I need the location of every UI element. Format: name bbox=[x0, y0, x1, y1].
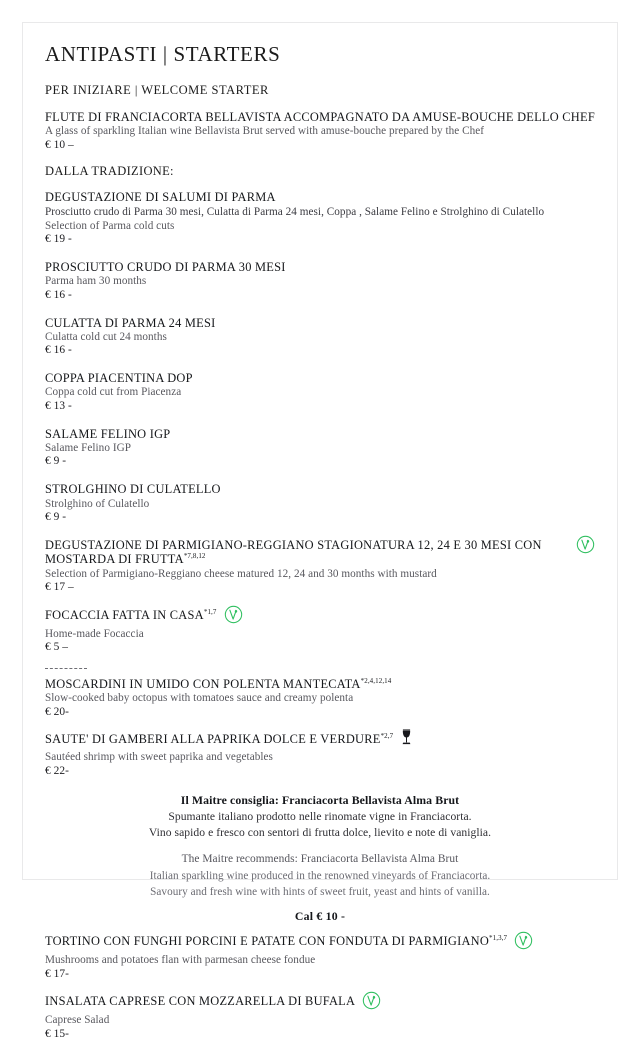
menu-content bbox=[23, 23, 617, 1042]
menu-item bbox=[45, 677, 595, 720]
spacer bbox=[45, 842, 595, 851]
dish-description-en: Selection of Parma cold cuts bbox=[45, 219, 175, 232]
maitre-price: Cal € 10 - bbox=[294, 909, 346, 924]
dish-name: FOCACCIA FATTA IN CASA$^{*1,7}$ bbox=[45, 607, 217, 622]
vegetarian-leaf-icon bbox=[514, 931, 533, 950]
dish-description-en: Mushrooms and potatoes flan with parmesan cheese fondue bbox=[45, 954, 316, 967]
dish-description-en: Parma ham 30 months bbox=[45, 275, 147, 288]
dish-name: MOSCARDINI IN UMIDO CON POLENTA MANTECATA$^{*2,4,12,14}$ bbox=[45, 676, 392, 691]
dish-description-en: Strolghino of Culatello bbox=[45, 497, 150, 510]
dish-name-row bbox=[45, 482, 595, 496]
dish-description-en: A glass of sparkling Italian wine Bellavista Brut served with amuse-bouche prepared by the Chef bbox=[45, 125, 485, 138]
dish-price: € 5 – bbox=[45, 641, 69, 654]
dish-name: CULATTA DI PARMA 24 MESI bbox=[45, 315, 216, 330]
dish-price: € 15- bbox=[45, 1027, 69, 1040]
dish-price: € 16 - bbox=[45, 288, 72, 301]
group-label-dalla-tradizione: DALLA TRADIZIONE: bbox=[45, 164, 174, 179]
menu-item bbox=[45, 190, 595, 247]
maitre-line-en-1: Italian sparkling wine produced in the renowned vineyards of Franciacorta. bbox=[149, 869, 491, 882]
dish-price: € 20- bbox=[45, 705, 69, 718]
allergen-superscript: *1,3,7 bbox=[489, 934, 508, 943]
dish-price: € 17 – bbox=[45, 580, 74, 593]
dish-description-en: Selection of Parmigiano-Reggiano cheese matured 12, 24 and 30 months with mustard bbox=[45, 567, 437, 580]
menu-item bbox=[45, 538, 595, 595]
allergen-superscript: *2,7 bbox=[380, 732, 394, 741]
maitre-heading-en: The Maitre recommends: Franciacorta Bellavista Alma Brut bbox=[181, 853, 459, 866]
menu-item bbox=[45, 316, 595, 359]
dish-name: FLUTE DI FRANCIACORTA BELLAVISTA ACCOMPAGNATO DA AMUSE-BOUCHE DELLO CHEF bbox=[45, 109, 595, 124]
menu-item bbox=[45, 608, 595, 655]
dish-price: € 9 - bbox=[45, 455, 67, 468]
dish-price: € 9 - bbox=[45, 510, 67, 523]
dish-name-row bbox=[45, 316, 595, 330]
dish-description-en: Culatta cold cut 24 months bbox=[45, 330, 167, 343]
menu-item bbox=[45, 934, 595, 981]
dish-name: PROSCIUTTO CRUDO DI PARMA 30 MESI bbox=[45, 260, 286, 275]
menu-item-list-tail bbox=[45, 934, 595, 1041]
page-title: ANTIPASTI | STARTERS bbox=[45, 42, 281, 66]
menu-item bbox=[45, 427, 595, 470]
dish-name-row bbox=[45, 371, 595, 385]
vegetarian-leaf-icon bbox=[576, 535, 595, 554]
subsection-title: PER INIZIARE | WELCOME STARTER bbox=[45, 83, 269, 98]
maitre-heading-it: Il Maitre consiglia: Franciacorta Bellavista Alma Brut bbox=[180, 792, 460, 807]
menu-item bbox=[45, 371, 595, 414]
dish-name: COPPA PIACENTINA DOP bbox=[45, 371, 193, 386]
dish-description-en: Caprese Salad bbox=[45, 1014, 110, 1027]
dish-name: SAUTE' DI GAMBERI ALLA PAPRIKA DOLCE E VERDURE$^{*2,7}$ bbox=[45, 732, 394, 747]
dish-price: € 22- bbox=[45, 764, 69, 777]
maitre-line-it-2: Vino sapido e fresco con sentori di frutta dolce, lievito e note di vaniglia. bbox=[148, 826, 492, 840]
dish-name-row bbox=[45, 934, 595, 953]
dish-name-row bbox=[45, 427, 595, 441]
vegetarian-leaf-icon bbox=[224, 605, 243, 624]
dish-name-row bbox=[45, 677, 595, 692]
dish-name: INSALATA CAPRESE CON MOZZARELLA DI BUFALA bbox=[45, 994, 356, 1009]
dish-name-row bbox=[45, 994, 595, 1013]
menu-item-welcome-starter bbox=[45, 110, 595, 153]
menu-item-list-after-divider bbox=[45, 677, 595, 779]
allergen-superscript: *7,8,12 bbox=[183, 552, 206, 561]
maitre-line-it-1: Spumante italiano prodotto nelle rinomate vigne in Franciacorta. bbox=[168, 809, 472, 823]
dish-name-row bbox=[45, 538, 595, 567]
dish-name: DEGUSTAZIONE DI SALUMI DI PARMA bbox=[45, 190, 276, 205]
dish-name-row bbox=[45, 190, 595, 204]
dashed-divider bbox=[45, 668, 87, 670]
allergen-superscript: *2,4,12,14 bbox=[360, 676, 392, 685]
dish-name-row bbox=[45, 260, 595, 274]
dish-description-it: Prosciutto crudo di Parma 30 mesi, Culatta di Parma 24 mesi, Coppa , Salame Felino e Strolghino di Culatello bbox=[45, 205, 545, 218]
dish-price: € 16 - bbox=[45, 344, 72, 357]
dish-price: € 19 - bbox=[45, 233, 72, 246]
maitre-line-en-2: Savoury and fresh wine with hints of sweet fruit, yeast and hints of vanilla. bbox=[150, 886, 490, 899]
menu-item bbox=[45, 260, 595, 303]
menu-item bbox=[45, 732, 595, 778]
dish-description-en: Slow-cooked baby octopus with tomatoes sauce and creamy polenta bbox=[45, 692, 354, 705]
menu-item bbox=[45, 482, 595, 525]
dish-description-en: Sautéed shrimp with sweet paprika and vegetables bbox=[45, 751, 273, 764]
dish-description-en: Salame Felino IGP bbox=[45, 442, 131, 454]
dish-name-row bbox=[45, 608, 595, 627]
dish-name: SALAME FELINO IGP bbox=[45, 426, 171, 441]
dish-name: DEGUSTAZIONE DI PARMIGIANO-REGGIANO STAGIONATURA 12, 24 E 30 MESI CON MOSTARDA DI FRUTTA$^{*7,8,12}$ bbox=[45, 537, 542, 567]
dish-name-row bbox=[45, 732, 595, 750]
dish-description-en: Coppa cold cut from Piacenza bbox=[45, 386, 182, 399]
menu-page bbox=[22, 22, 618, 1040]
dish-price: € 13 - bbox=[45, 399, 72, 412]
dish-price: € 10 – bbox=[45, 138, 74, 151]
vegetarian-leaf-icon bbox=[362, 991, 381, 1010]
menu-item-list-main bbox=[45, 190, 595, 655]
dish-name: STROLGHINO DI CULATELLO bbox=[45, 482, 221, 497]
dish-price: € 17- bbox=[45, 967, 69, 980]
maitre-recommendation bbox=[45, 792, 595, 925]
allergen-superscript: *1,7 bbox=[203, 607, 217, 616]
dish-name: TORTINO CON FUNGHI PORCINI E PATATE CON FONDUTA DI PARMIGIANO$^{*1,3,7}$ bbox=[45, 934, 508, 949]
menu-item bbox=[45, 994, 595, 1041]
wine-glass-icon bbox=[400, 728, 413, 746]
dish-description-en: Home-made Focaccia bbox=[45, 627, 144, 640]
